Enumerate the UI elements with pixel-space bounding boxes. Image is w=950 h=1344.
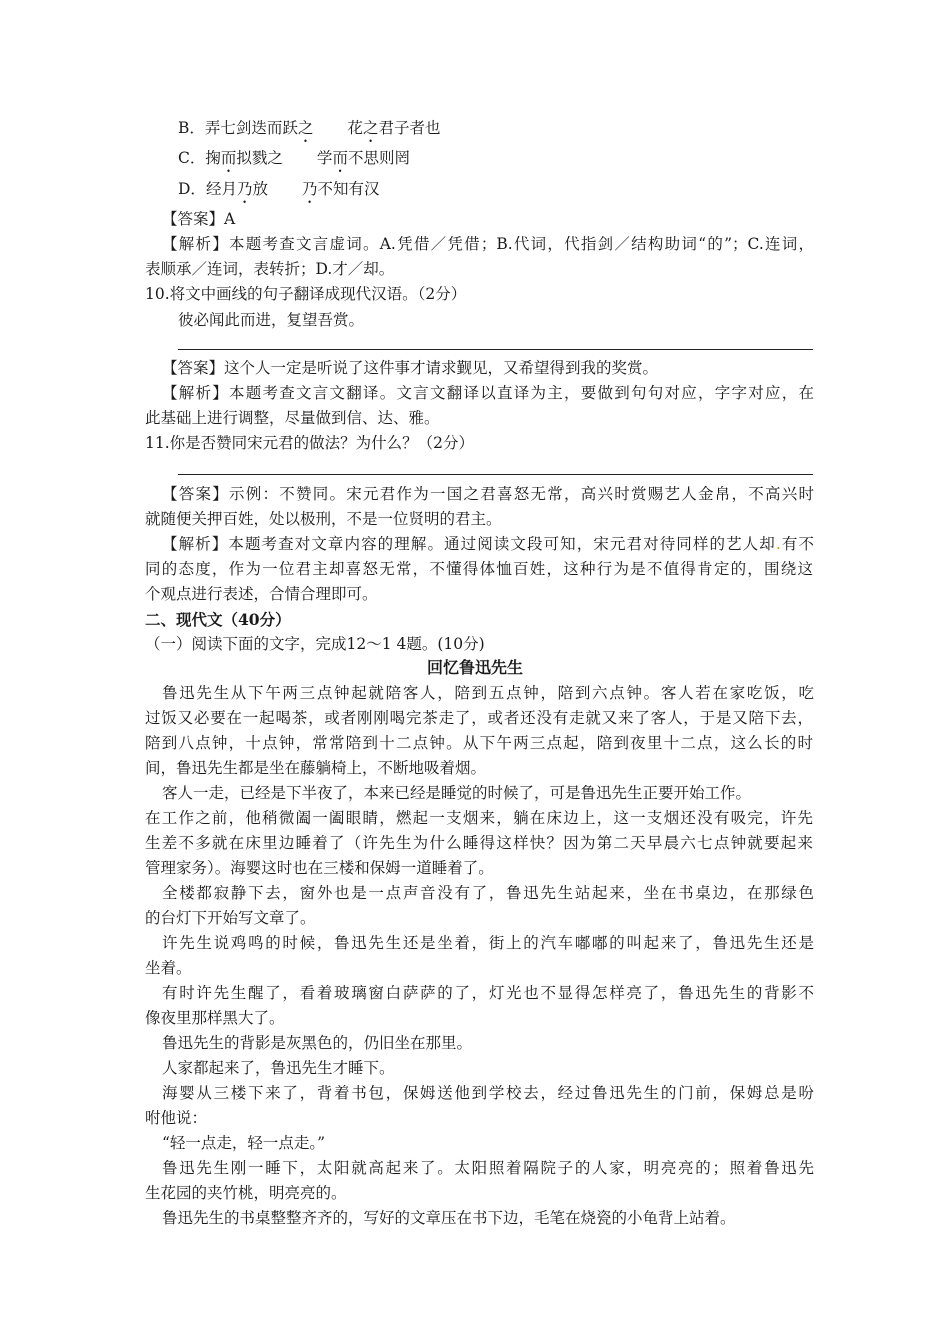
passage-line: 在工作之前，他稍微阖一阖眼睛，燃起一支烟来，躺在床边上，这一支烟还没有吸完，许先: [145, 809, 813, 827]
passage-line: 坐着。: [145, 959, 192, 977]
passage-line: 许先生说鸡鸣的时候，鲁迅先生还是坐着，街上的汽车嘟嘟的叫起来了，鲁迅先生还是: [162, 934, 814, 952]
passage-line: 的台灯下开始写文章了。: [145, 909, 316, 927]
section-subheading: （一）阅读下面的文字，完成12～1 4题。(10分): [145, 635, 485, 653]
mark: .: [775, 535, 781, 553]
q11-answer-line: 就随便关押百姓，处以极刑，不是一位贤明的君主。: [145, 510, 502, 528]
passage-line: 鲁迅先生从下午两三点钟起就陪客人，陪到五点钟，陪到六点钟。客人若在家吃饭，吃: [162, 684, 814, 702]
option-c: [178, 146, 410, 176]
option-label: B．: [178, 119, 205, 137]
passage-line: 海婴从三楼下来了，背着书包，保姆送他到学校去，经过鲁迅先生的门前，保姆总是吩: [162, 1084, 814, 1102]
option-text: 拟戮之: [236, 149, 283, 167]
emphasized-word: 而: [332, 149, 348, 167]
q11-analysis-line: 个观点进行表述，合情合理即可。: [145, 585, 378, 603]
option-text: 学: [316, 149, 333, 167]
q10-analysis-line: 【解析】本题考查文言文翻译。文言文翻译以直译为主，要做到句句对应，字字对应，在: [162, 384, 814, 402]
emphasized-word: 之: [362, 119, 379, 137]
q9-answer: 【答案】A: [162, 210, 236, 228]
passage-title: 回忆鲁迅先生: [426, 658, 523, 677]
option-b: [178, 116, 440, 146]
passage-line: 过饭又必要在一起喝茶，或者刚刚喝完茶走了，或者还没有走就又来了客人，于是又陪下去，: [145, 709, 813, 727]
emphasized-word: 之: [297, 119, 314, 137]
passage-line: 生差不多就在床里边睡着了（许先生为什么睡得这样快？因为第二天早晨六七点钟就要起来: [145, 834, 813, 852]
passage-line: 间，鲁迅先生都是坐在藤躺椅上，不断地吸着烟。: [145, 759, 487, 777]
emphasized-word: 而: [220, 149, 237, 167]
passage-line: 人家都起来了，鲁迅先生才睡下。: [162, 1059, 395, 1077]
q10-answer: 【答案】这个人一定是听说了这件事才请求觐见，又希望得到我的奖赏。: [162, 359, 659, 377]
passage-line: 陪到八点钟，十点钟，常常陪到十二点钟。从下午两三点起，陪到夜里十二点，这么长的时: [145, 734, 813, 752]
passage-line: 鲁迅先生的书桌整整齐齐的，写好的文章压在书下边，毛笔在烧瓷的小龟背上站着。: [162, 1209, 736, 1227]
analysis-text: 【解析】本题考查对文章内容的理解。通过阅读文段可知，宋元君对待同样的艺人却: [162, 535, 776, 553]
option-text: 放: [252, 180, 268, 198]
option-text: 花: [347, 119, 363, 137]
passage-line: 鲁迅先生的背影是灰黑色的，仍旧坐在那里。: [162, 1034, 473, 1052]
option-text: 君子者也: [378, 119, 441, 137]
passage-line: 生花园的夹竹桃，明亮亮的。: [145, 1184, 347, 1202]
option-text: 不思则罔: [347, 149, 410, 167]
q9-analysis-line: 【解析】本题考查文言虚词。A.凭借／凭借；B.代词，代指剑／结构助词“的”；C.连词，: [162, 235, 814, 253]
passage-line: 像夜里那样黑大了。: [145, 1009, 285, 1027]
q11-analysis-line: [162, 532, 814, 556]
section-heading: 二、现代文（40分）: [145, 610, 291, 629]
answer-line[interactable]: [178, 349, 813, 350]
analysis-text: 有不: [780, 535, 814, 553]
q11-question: 11.你是否赞同宋元君的做法？为什么？（2分）: [145, 434, 475, 452]
option-d: [178, 177, 380, 207]
q10-question: 10.将文中画线的句子翻译成现代汉语。（2分）: [145, 285, 467, 303]
option-text: 不知有汉: [317, 180, 380, 198]
q10-analysis-line: 此基础上进行调整，尽量做到信、达、雅。: [145, 409, 440, 427]
passage-line: 全楼都寂静下去，窗外也是一点声音没有了，鲁迅先生站起来，坐在书桌边，在那绿色: [162, 884, 814, 902]
q11-analysis-line: 同的态度，作为一位君主却喜怒无常，不懂得体恤百姓，这种行为是不值得肯定的，围绕这: [145, 560, 813, 578]
passage-line: 客人一走，已经是下半夜了，本来已经是睡觉的时候了，可是鲁迅先生正要开始工作。: [162, 784, 752, 802]
option-text: 弄七剑迭而跃: [204, 119, 298, 137]
passage-line: 管理家务）。海婴这时也在三楼和保姆一道睡着了。: [145, 859, 494, 877]
emphasized-word: 乃: [236, 180, 253, 198]
q9-analysis-line: 表顺承／连词，表转折；D.才／却。: [145, 260, 395, 278]
option-label: C．: [178, 149, 206, 167]
option-text: 掬: [205, 149, 221, 167]
q11-answer-line: 【答案】示例：不赞同。宋元君作为一国之君喜怒无常，高兴时赏赐艺人金帛，不高兴时: [162, 485, 814, 503]
passage-line: 咐他说：: [145, 1109, 208, 1127]
q10-sentence: 彼必闻此而进，复望吾赏。: [178, 311, 365, 329]
answer-line[interactable]: [178, 474, 813, 475]
passage-line: 有时许先生醒了，看着玻璃窗白萨萨的了，灯光也不显得怎样亮了，鲁迅先生的背影不: [162, 984, 814, 1002]
option-label: D．: [178, 180, 206, 198]
emphasized-word: 乃: [301, 180, 318, 198]
passage-line: 鲁迅先生刚一睡下，太阳就高起来了。太阳照着隔院子的人家，明亮亮的；照着鲁迅先: [162, 1159, 814, 1177]
option-text: 经月: [205, 180, 237, 198]
passage-line: “轻一点走，轻一点走。”: [162, 1134, 326, 1152]
